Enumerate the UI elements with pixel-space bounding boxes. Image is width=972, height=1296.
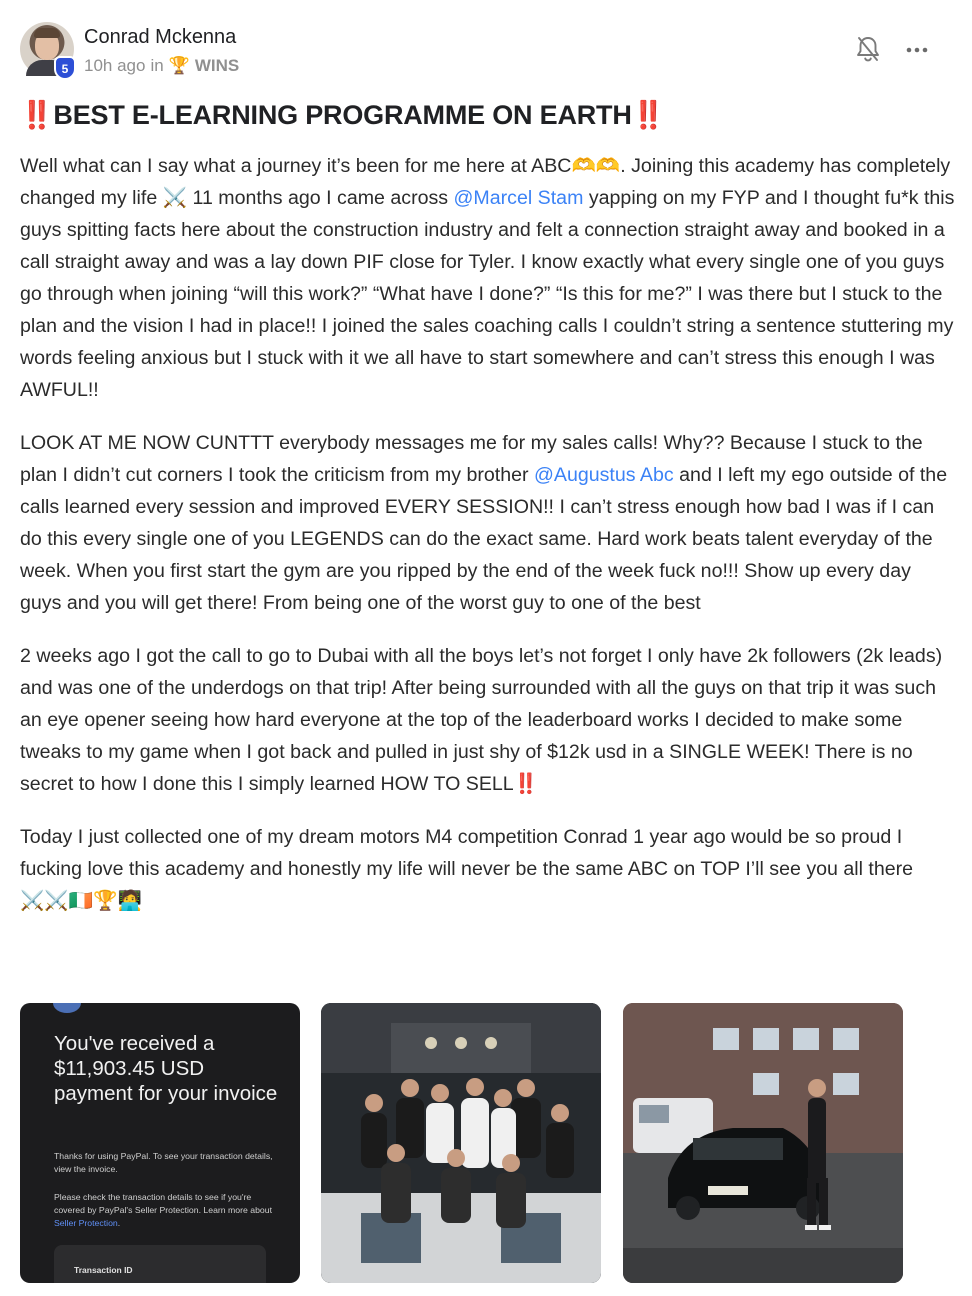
post-time: 10h ago	[84, 56, 146, 75]
paragraph-text: Well what can I say what a journey it’s been for me here at ABC🫶🫶. Joining this academy has completely changed my life ⚔️ 11 months ago I came across	[20, 155, 951, 209]
post-in-label: in	[150, 56, 164, 75]
image-gallery	[20, 1003, 910, 1283]
paragraph	[20, 427, 955, 619]
category-link[interactable]: WINS	[194, 56, 240, 75]
post-body	[20, 150, 955, 938]
paypal-heading: You've received a $11,903.45 USD payment for your invoice	[54, 1032, 278, 1105]
paragraph	[20, 150, 955, 406]
paragraph: 2 weeks ago I got the call to go to Dubai with all the boys let’s not forget I only have 2k followers (2k leads) and was one of the underdogs on that trip! After being surrounded with all the guys on that trip it was such an eye opener seeing how hard everyone at the top of the leaderboard works I decided to make some tweaks to my game when I got back and pulled in just shy of $12k usd in a SINGLE WEEK! There is no secret to how I done this I simply learned HOW TO SELL‼️	[20, 645, 943, 795]
paragraph: Today I just collected one of my dream motors M4 competition Conrad 1 year ago would be so proud I fucking love this academy and honestly my life will never be the same ABC on TOP I’ll see you all there ⚔️⚔️🇮🇪🏆🧑‍💻	[20, 826, 914, 912]
paypal-thanks: Thanks for using PayPal. To see your transaction details, view the invoice.	[54, 1151, 273, 1174]
mention-link[interactable]: @Marcel Stam	[453, 187, 584, 209]
bell-off-icon[interactable]	[854, 34, 882, 64]
more-horizontal-icon[interactable]	[902, 34, 932, 64]
level-badge: 5	[54, 56, 76, 80]
car-photo[interactable]	[623, 1003, 903, 1283]
transaction-label: Transaction ID	[74, 1265, 133, 1275]
avatar[interactable]	[20, 22, 74, 76]
group-photo[interactable]	[321, 1003, 601, 1283]
mention-link[interactable]: @Augustus Abc	[533, 464, 674, 486]
paragraph-text: yapping on my FYP and I thought fu*k this guys spitting facts here about the construction industry and felt a connection straight away and booked in a call straight away and was a lay down PIF close for Tyler. I know exactly what every single one of you guys go through when joining “will this work?” “What have I done?” “Is this for me?” I was there but I stuck to the plan and the vision I had in place!! I joined the sales coaching calls I couldn’t string a sentence stuttering my words feeling anxious but I stuck with it we all have to start somewhere and can’t stress this enough I was AWFUL!!	[20, 187, 955, 401]
paypal-check: Please check the transaction details to see if you're covered by PayPal's Seller Protection. Learn more about Seller Protection.	[54, 1192, 272, 1228]
paypal-logo-icon	[53, 1003, 81, 1013]
trophy-icon: 🏆	[168, 56, 190, 75]
paragraph-text: LOOK AT ME NOW CUNTTT everybody messages me for my sales calls! Why?? Because I stuck to the plan I didn’t cut corners I took the criticism from my brother	[20, 432, 923, 486]
author-name[interactable]: Conrad Mckenna	[84, 26, 237, 48]
paypal-screenshot[interactable]	[20, 1003, 300, 1283]
transaction-box	[54, 1245, 266, 1283]
post-title: ‼️BEST E-LEARNING PROGRAMME ON EARTH‼️	[20, 100, 666, 130]
post-header	[20, 20, 952, 80]
post-meta	[84, 56, 239, 76]
paragraph-text: and I left my ego outside of the calls learned every session and improved EVERY SESSION!! I can’t stress enough how bad I was if I can do this every single one of you LEGENDS can do the exact same. Hard work beats talent everyday of the week. When you first start the gym are you ripped by the end of the week fuck no!!! Show up every day guys and you will get there! From being one of the worst guy to one of the best	[20, 464, 948, 614]
